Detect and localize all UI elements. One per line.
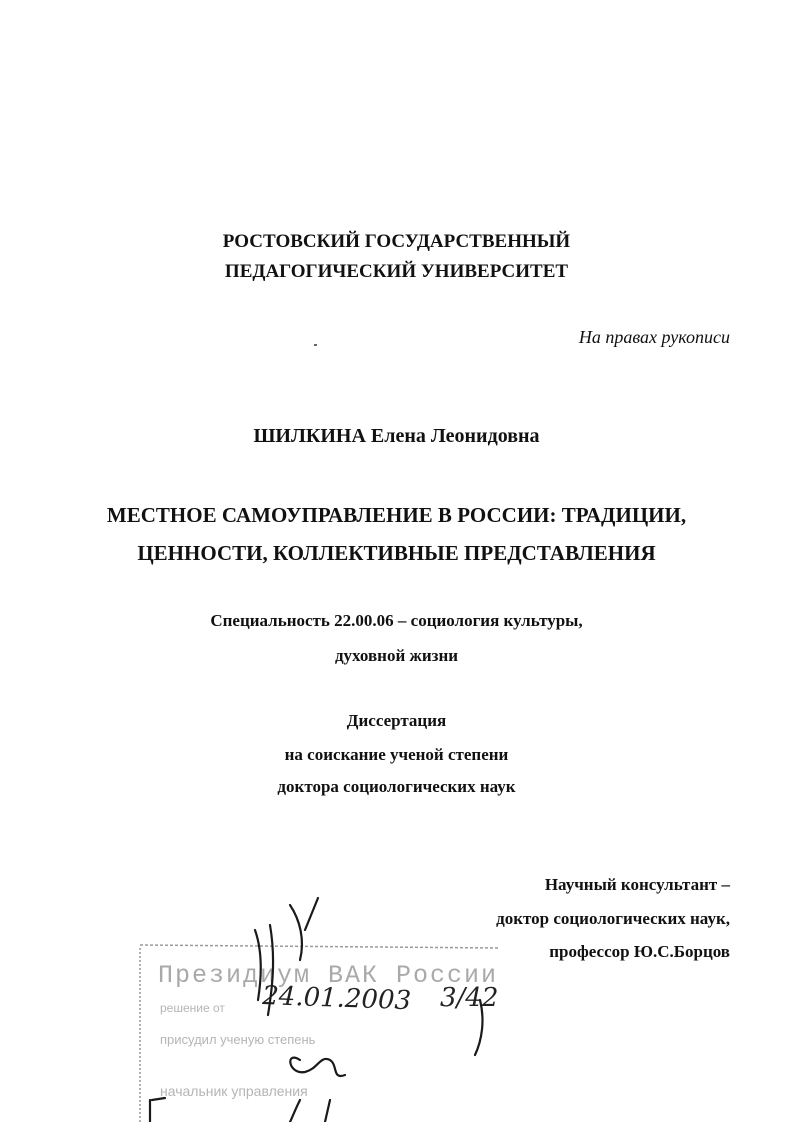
stamp-decision-label: решение от [160,1001,225,1015]
advisor-name: профессор Ю.С.Борцов [549,942,730,961]
stamp-number: 3/42 [440,983,499,1013]
advisor-degree: доктор социологических наук, [496,909,730,928]
manuscript-note: На правах рукописи [578,327,730,347]
degree-type: Диссертация [346,711,447,730]
specialty-line-2: духовной жизни [334,646,459,665]
degree-level: доктора социологических наук [277,777,516,796]
author-name: ШИЛКИНА Елена Леонидовна [253,425,540,447]
university-name-line-2: ПЕДАГОГИЧЕСКИЙ УНИВЕРСИТЕТ [224,261,569,282]
dissertation-title-line-1: МЕСТНОЕ САМОУПРАВЛЕНИЕ В РОССИИ: ТРАДИЦИИ, [106,503,687,527]
dissertation-title-line-2: ЦЕННОСТИ, КОЛЛЕКТИВНЫЕ ПРЕДСТАВЛЕНИЯ [137,541,656,565]
advisor-role: Научный консультант – [544,875,730,894]
specialty-line-1: Специальность 22.00.06 – социология культуры, [210,611,583,630]
stamp-date: 24.01.2003 [261,981,412,1017]
stamp-degree-line: присудил ученую степень [160,1032,316,1047]
degree-purpose: на соискание ученой степени [284,745,509,764]
stamp-official-line: начальник управления [160,1083,308,1099]
university-name-line-1: РОСТОВСКИЙ ГОСУДАРСТВЕННЫЙ [222,231,571,252]
stamp-header: Президиум ВАК России [158,961,499,990]
